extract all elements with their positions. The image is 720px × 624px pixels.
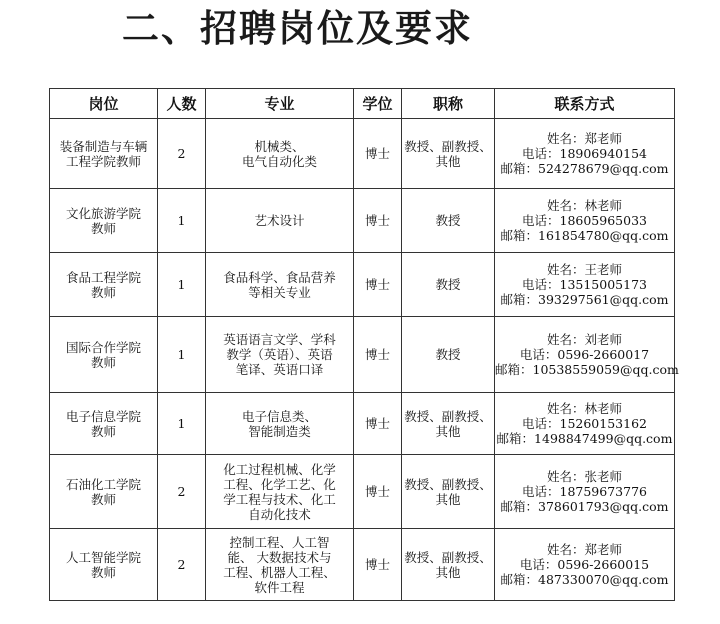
major-line: 控制工程、人工智 xyxy=(229,534,330,550)
table-row xyxy=(50,393,675,455)
position-line: 国际合作学院 xyxy=(65,339,141,355)
degree-cell: 博士 xyxy=(354,119,402,189)
title-line: 其他 xyxy=(435,491,461,507)
count-cell: 2 xyxy=(158,455,206,529)
contact-phone: 电话：0596-2660015 xyxy=(519,557,650,572)
contact-email: 邮箱：1498847499@qq.com xyxy=(496,431,673,446)
major-line: 艺术设计 xyxy=(254,213,305,228)
header-degree: 学位 xyxy=(354,89,402,119)
position-line: 工程学院教师 xyxy=(65,153,141,169)
contact-email: 邮箱：487330070@qq.com xyxy=(500,572,669,587)
header-major: 专业 xyxy=(206,89,354,119)
position-cell xyxy=(50,189,158,253)
major-cell xyxy=(206,529,354,601)
degree-cell: 博士 xyxy=(354,317,402,393)
header-position: 岗位 xyxy=(50,89,158,119)
contact-email: 邮箱：10538559059@qq.com xyxy=(495,362,679,377)
page-title: 二、招聘岗位及要求 xyxy=(122,7,473,50)
table-row xyxy=(50,189,675,253)
position-cell xyxy=(50,119,158,189)
major-cell xyxy=(206,317,354,393)
title-line: 其他 xyxy=(435,564,461,580)
major-line: 食品科学、食品营养 xyxy=(223,269,336,285)
title-line: 教授、副教授、 xyxy=(404,476,492,492)
contact-phone: 电话：18605965033 xyxy=(522,213,647,228)
contact-name: 姓名：刘老师 xyxy=(546,332,622,347)
contact-phone: 电话：18759673776 xyxy=(522,484,647,499)
contact-phone: 电话：13515005173 xyxy=(522,277,647,292)
table-row xyxy=(50,455,675,529)
position-line: 文化旅游学院 xyxy=(65,205,141,221)
count-cell: 2 xyxy=(158,119,206,189)
table-header-row xyxy=(50,89,675,119)
position-line: 人工智能学院 xyxy=(65,549,141,565)
title-cell xyxy=(402,253,495,317)
title-line: 教授 xyxy=(435,347,461,362)
title-cell xyxy=(402,317,495,393)
position-line: 教师 xyxy=(90,354,116,370)
contact-email: 邮箱：161854780@qq.com xyxy=(500,228,669,243)
position-line: 教师 xyxy=(90,220,116,236)
table-row xyxy=(50,253,675,317)
position-cell xyxy=(50,529,158,601)
header-title: 职称 xyxy=(402,89,495,119)
major-line: 软件工程 xyxy=(254,579,305,595)
title-line: 教授 xyxy=(435,277,461,292)
contact-email: 邮箱：393297561@qq.com xyxy=(500,292,669,307)
major-line: 工程、化学工艺、化 xyxy=(223,476,336,492)
contact-cell xyxy=(495,529,675,601)
major-line: 英语语言文学、学科 xyxy=(223,332,336,347)
count-cell: 2 xyxy=(158,529,206,601)
title-cell xyxy=(402,455,495,529)
title-line: 教授、副教授、 xyxy=(404,138,492,154)
position-line: 食品工程学院 xyxy=(65,269,141,285)
header-contact: 联系方式 xyxy=(495,89,675,119)
position-line: 教师 xyxy=(90,284,116,300)
contact-phone: 电话：18906940154 xyxy=(522,146,647,161)
major-cell xyxy=(206,119,354,189)
title-cell xyxy=(402,189,495,253)
contact-cell xyxy=(495,393,675,455)
position-line: 石油化工学院 xyxy=(65,476,141,492)
major-cell xyxy=(206,455,354,529)
position-line: 教师 xyxy=(90,491,116,507)
major-cell xyxy=(206,189,354,253)
major-line: 化工过程机械、化学 xyxy=(223,461,336,477)
position-line: 装备制造与车辆 xyxy=(59,138,148,154)
title-line: 教授、副教授、 xyxy=(404,549,492,565)
major-line: 笔译、英语口译 xyxy=(235,362,324,377)
contact-name: 姓名：王老师 xyxy=(546,262,622,277)
title-line: 教授 xyxy=(435,213,461,228)
table-row xyxy=(50,529,675,601)
major-line: 等相关专业 xyxy=(248,284,311,300)
contact-name: 姓名：郑老师 xyxy=(546,131,622,146)
header-count: 人数 xyxy=(158,89,206,119)
recruitment-table xyxy=(49,88,679,601)
major-line: 工程、机器人工程、 xyxy=(223,564,336,580)
contact-name: 姓名：张老师 xyxy=(546,469,622,484)
major-line: 机械类、 xyxy=(254,138,305,154)
contact-cell xyxy=(495,317,679,393)
position-line: 电子信息学院 xyxy=(65,408,141,424)
major-line: 能、 大数据技术与 xyxy=(227,549,332,565)
degree-cell: 博士 xyxy=(354,253,402,317)
contact-cell xyxy=(495,119,675,189)
contact-name: 姓名：郑老师 xyxy=(546,542,622,557)
major-line: 学工程与技术、化工 xyxy=(223,491,336,507)
title-cell xyxy=(402,393,495,455)
title-line: 其他 xyxy=(435,153,461,169)
degree-cell: 博士 xyxy=(354,393,402,455)
position-cell xyxy=(50,393,158,455)
title-cell xyxy=(402,529,495,601)
count-cell: 1 xyxy=(158,393,206,455)
major-line: 教学（英语）、英语 xyxy=(226,347,333,362)
contact-email: 邮箱：524278679@qq.com xyxy=(500,161,669,176)
position-line: 教师 xyxy=(90,423,116,439)
position-cell xyxy=(50,455,158,529)
position-cell xyxy=(50,317,158,393)
contact-phone: 电话：15260153162 xyxy=(522,416,647,431)
degree-cell: 博士 xyxy=(354,529,402,601)
title-line: 教授、副教授、 xyxy=(404,408,492,424)
title-cell xyxy=(402,119,495,189)
contact-name: 姓名：林老师 xyxy=(546,198,622,213)
contact-cell xyxy=(495,455,675,529)
count-cell: 1 xyxy=(158,189,206,253)
position-cell xyxy=(50,253,158,317)
major-cell xyxy=(206,253,354,317)
contact-name: 姓名：林老师 xyxy=(546,401,622,416)
major-line: 智能制造类 xyxy=(248,423,311,439)
count-cell: 1 xyxy=(158,317,206,393)
major-line: 自动化技术 xyxy=(248,506,311,522)
degree-cell: 博士 xyxy=(354,455,402,529)
position-line: 教师 xyxy=(90,564,116,580)
contact-cell xyxy=(495,253,675,317)
table-row xyxy=(50,119,675,189)
major-line: 电气自动化类 xyxy=(241,153,317,169)
degree-cell: 博士 xyxy=(354,189,402,253)
contact-email: 邮箱：378601793@qq.com xyxy=(500,499,669,514)
count-cell: 1 xyxy=(158,253,206,317)
major-line: 电子信息类、 xyxy=(241,408,317,424)
contact-phone: 电话：0596-2660017 xyxy=(519,347,650,362)
major-cell xyxy=(206,393,354,455)
table-row xyxy=(50,317,675,393)
contact-cell xyxy=(495,189,675,253)
title-line: 其他 xyxy=(435,423,461,439)
